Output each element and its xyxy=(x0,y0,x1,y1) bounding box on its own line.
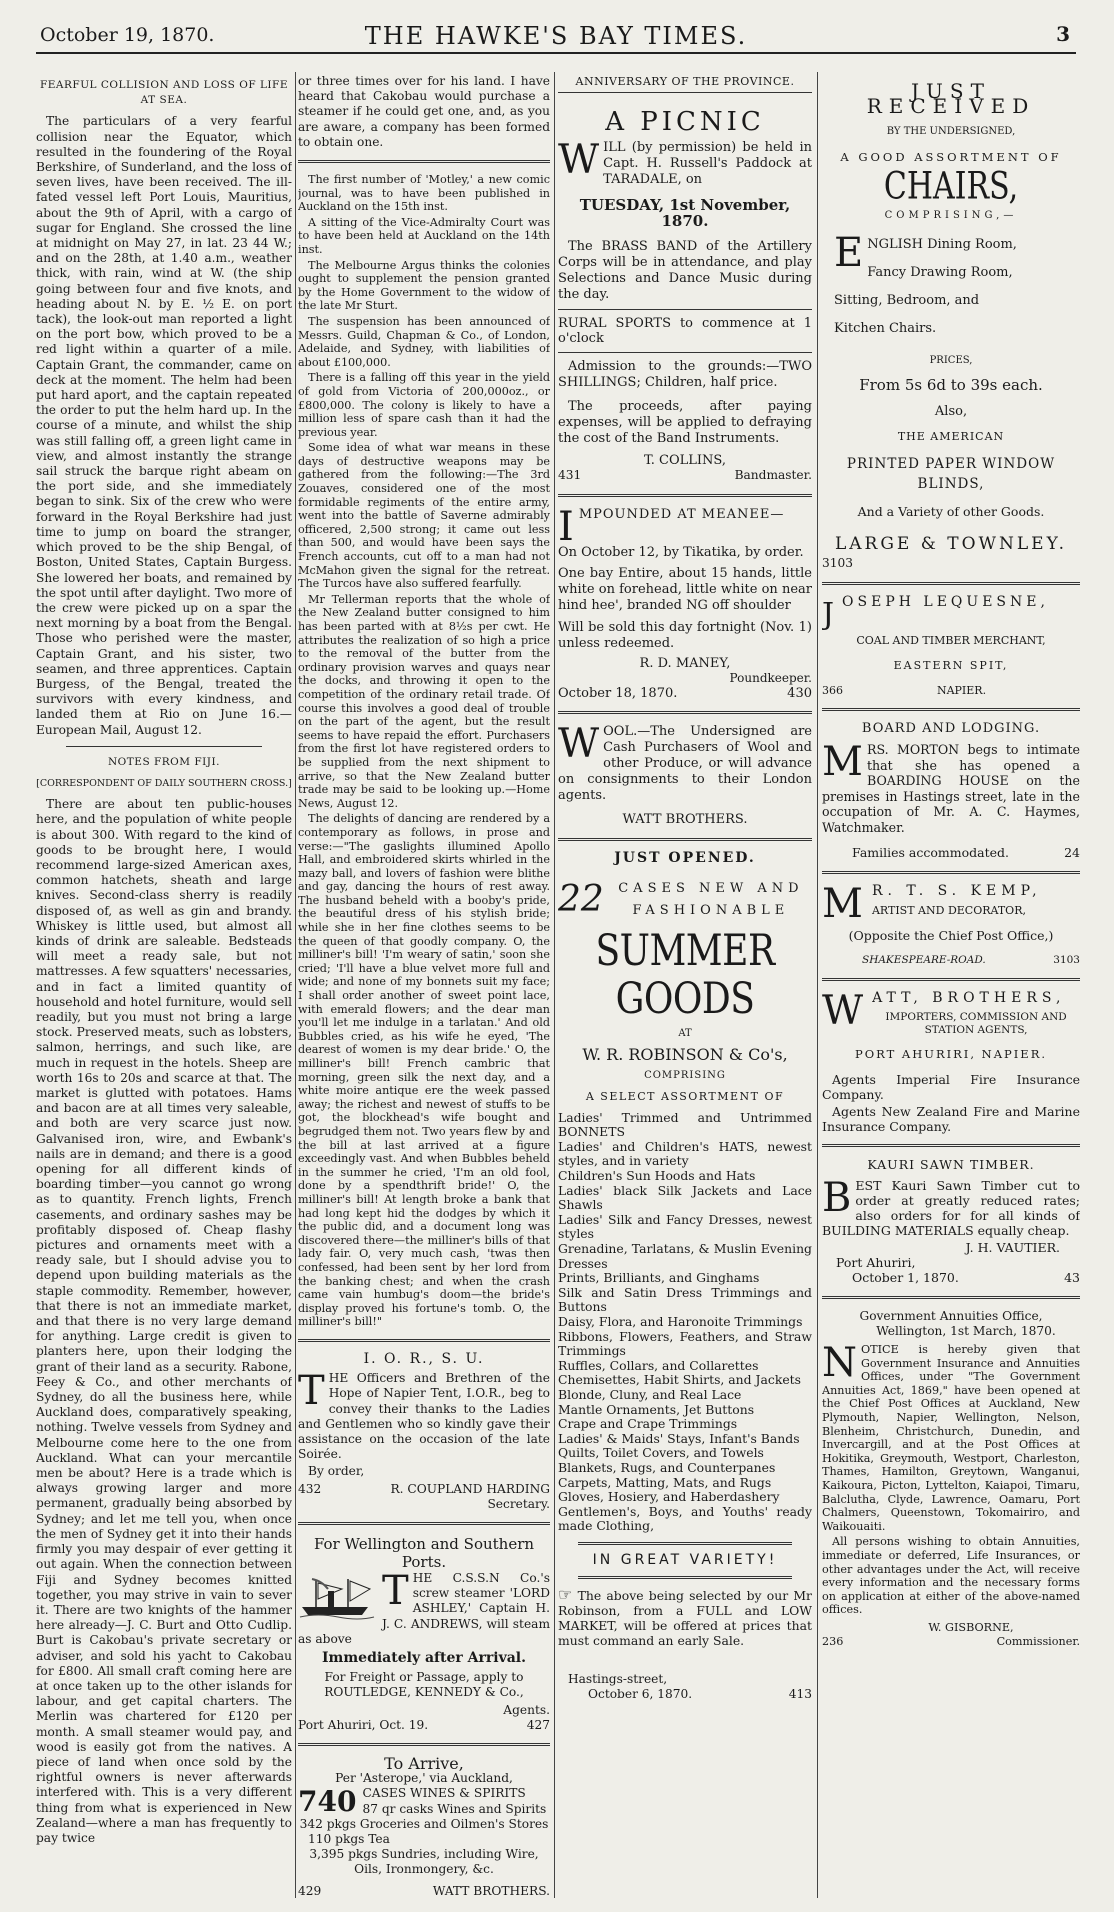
ad-signer: W. GISBORNE, xyxy=(928,1620,1014,1634)
ad-line: COMPRISING xyxy=(644,1070,726,1082)
drop-cap: W xyxy=(558,137,600,184)
ad-paragraph: Agents New Zealand Fire and Marine Insurance Company. xyxy=(822,1103,1080,1134)
ad-signer: WATT BROTHERS. xyxy=(432,1883,550,1898)
chair-item: Sitting, Bedroom, and xyxy=(834,293,980,309)
ad-line: Government Annuities Office, xyxy=(859,1308,1043,1323)
divider xyxy=(558,494,812,497)
ad-number: 3103 xyxy=(1053,954,1080,967)
goods-item: Daisy, Flora, and Haronoite Trimmings xyxy=(558,1313,803,1329)
divider xyxy=(298,1522,550,1525)
ad-heading: ATT, BROTHERS, xyxy=(872,990,1066,1007)
ad-dateline: October 18, 1870. xyxy=(558,686,678,702)
ad-line: For Freight or Passage, apply to ROUTLEDGE, KENNEDY & Co., xyxy=(324,1670,524,1700)
ad-signer-title: Bandmaster. xyxy=(734,468,812,483)
ad-dateline: Wellington, 1st March, 1870. xyxy=(876,1323,1056,1338)
ad-number: 24 xyxy=(1064,845,1080,861)
chair-item: Fancy Drawing Room, xyxy=(867,265,1013,281)
goods-item: Ladies' Silk and Fancy Dresses, newest styles xyxy=(558,1211,812,1242)
article-byline: [CORRESPONDENT OF DAILY SOUTHERN CROSS.] xyxy=(36,777,292,789)
ad-signer-title: Commissioner. xyxy=(996,1634,1080,1648)
newspaper-title: THE HAWKE'S BAY TIMES. xyxy=(364,22,748,50)
news-item: Mr Tellerman reports that the whole of the New Zealand butter consigned to him has been parted with at 8½s per cwt. He attributes the realization of so high a price to the removal of the butter from the ordinary provision warves and quays near the docks, and throwing it open to the competition of the ordinary retail trade. Of course this involves a good deal of trouble on the part of the agent, but the result seems to have repaid the effort. Purchasers from the first lot have registered orders to be supplied from the next shipment to arrive, so that the New Zealand butter trade may be said to be looking up.—Home News, August 12. xyxy=(298,592,550,810)
divider xyxy=(822,708,1080,711)
goods-item: Gloves, Hosiery, and Haberdashery xyxy=(558,1489,780,1505)
ad-heading: MPOUNDED AT MEANEE— xyxy=(578,506,785,522)
ad-line: CASES WINES & SPIRITS xyxy=(362,1786,526,1801)
ad-shipping xyxy=(298,1535,550,1733)
ad-line: NAPIER. xyxy=(936,684,987,698)
ad-number: 413 xyxy=(788,1687,812,1702)
news-item: The delights of dancing are rendered by a contemporary as follows, in prose and verse:—"The gaslights illumined Apollo Hall, and embroidered skirts whirled in the mazy ball, and lovers of fashion were blithe and gay, dancing the hours of rest away. The husband beheld with a booby's pride, the beautiful dress of his stylish bride; while she in her fine clothes seems to be the queen of that goodly company. O, the milliner's bill! 'I'm weary of satin,' soon she cried; 'I'll have a blue velvet more full and wide; and none of my bonnets suit my face; I shall order another of sweet point lace, with emerald flowers; and the dear man you'll let me indulge in a tarlatan.' And old Bubbles cried, as his wife he eyed, 'The dearest of women is my dear bride.' O, the milliner's bill! French cambric that morning, green silk the next day, and a white moire antique ere the week passed away; the richest and newest of stuffs to be got, the blockhead's wife bought and begrudged them not. Two years flew by and the bill at last arrived at a figure exceedingly vast. And when Bubbles beheld in the summer he cried, 'I'm an old fool, done by a spendthrift bride!' O, the milliner's bill! At length broke a bank that had long kept hid the dodges by which it the public did, and a document long was discovered there—the milliner's bills of that lady fair. O, very much cash, 'twas then confessed, had been sent by her lord from the banking chest; and when the crash came vain humbug's doom—the bride's display proved his fortune's tomb. O, the milliner's bill!" xyxy=(298,812,550,1329)
article-headline: FEARFUL COLLISION AND LOSS OF LIFE AT SEA. xyxy=(39,79,289,107)
goods-item: Prints, Brilliants, and Ginghams xyxy=(558,1270,760,1286)
drop-cap: B xyxy=(822,1175,852,1222)
ad-line: And a Variety of other Goods. xyxy=(857,504,1045,520)
ad-paragraph: The above being selected by our Mr Robinson, from a FULL and LOW MARKET, will be offered at prices that must command an early Sale. xyxy=(558,1588,812,1649)
column-rule xyxy=(817,72,818,1898)
ad-line: PRICES, xyxy=(929,355,973,367)
ad-body: HE C.S.S.N Co.'s screw steamer 'LORD ASHLEY,' Captain H. J. C. ANDREWS, will steam as above xyxy=(298,1570,550,1646)
goods-item: Mantle Ornaments, Jet Buttons xyxy=(558,1401,755,1417)
ad-line: Per 'Asterope,' via Auckland, xyxy=(335,1771,513,1786)
ad-body: EST Kauri Sawn Timber cut to order at greatly reduced rates; also orders for for all kinds of BUILDING MATERIALS equally cheap. xyxy=(822,1178,1080,1239)
issue-date: October 19, 1870. xyxy=(40,24,215,46)
ad-line: PRINTED PAPER WINDOW BLINDS, xyxy=(846,456,1056,493)
ad-number: 432 xyxy=(298,1481,322,1496)
ad-number: 427 xyxy=(526,1717,550,1732)
ad-line: THE AMERICAN xyxy=(897,429,1005,443)
ad-paragraph: The proceeds, after paying expenses, will be applied to defraying the cost of the Band Instruments. xyxy=(558,399,812,447)
news-item: The suspension has been announced of Messrs. Guild, Chapman & Co., of London, Adelaide, and Sydney, with liabilities of about £100,000. xyxy=(298,314,550,369)
goods-item: Crape and Crape Trimmings xyxy=(558,1416,738,1432)
goods-item: Grenadine, Tarlatans, & Muslin Evening Dresses xyxy=(558,1241,812,1271)
steamship-icon xyxy=(298,1575,376,1621)
goods-item: Gentlemen's, Boys, and Youths' ready made Clothing, xyxy=(558,1503,812,1534)
ad-heading: R. T. S. KEMP, xyxy=(871,882,1042,899)
ad-emphasis: Immediately after Arrival. xyxy=(321,1649,526,1666)
ad-signer: J. H. VAUTIER. xyxy=(965,1240,1060,1256)
ad-number: 366 xyxy=(822,684,843,698)
ad-body: OOL.—The Undersigned are Cash Purchasers of Wool and other Produce, or will advance on consignments to their London agents. xyxy=(558,724,812,804)
ad-big-number: 22 xyxy=(558,879,604,921)
ad-dateline: Hastings-street, xyxy=(568,1672,668,1687)
divider xyxy=(578,1542,792,1545)
goods-item: Chemisettes, Habit Shirts, and Jackets xyxy=(558,1372,802,1388)
goods-item: Ladies' & Maids' Stays, Infant's Bands xyxy=(558,1430,800,1446)
ad-heading: BOARD AND LODGING. xyxy=(861,721,1041,737)
ad-dateline: Port Ahuriri, xyxy=(836,1255,916,1271)
ad-heading: OSEPH LEQUESNE, xyxy=(842,593,1049,610)
ad-line: By order, xyxy=(308,1464,365,1479)
ad-line: FASHIONABLE xyxy=(632,902,790,918)
divider xyxy=(558,838,812,841)
ad-line: IMPORTERS, COMMISSION AND STATION AGENTS, xyxy=(885,1010,1067,1036)
ad-body: OTICE is hereby given that Government Insurance and Annuities Offices, under "The Government Annuities Act, 1869," have been opened at the Chief Post Offices at Auckland, New Plymouth, Napier, Wellington, Nelson, Blenheim, Christchurch, Dunedin, and Invercargill, and at the Post Offices at Hokitika, Greymouth, Westport, Charleston, Thames, Hamilton, Greytown, Wanganui, Kaikoura, Picton, Lyttelton, Kaiapoi, Timaru, Balclutha, Clyde, Lawrence, Oamaru, Port Chalmers, Queenstown, Tokomairiro, and Waikouaiti. xyxy=(822,1343,1080,1533)
pointing-hand-icon: ☞ xyxy=(558,1585,573,1605)
ad-banner: ANNIVERSARY OF THE PROVINCE. xyxy=(558,74,812,93)
column-3 xyxy=(558,74,812,1898)
ad-heading: I. O. R., S. U. xyxy=(363,1350,485,1367)
drop-cap: N xyxy=(822,1340,857,1387)
goods-item: Ladies' and Children's HATS, newest styles, and in variety xyxy=(558,1138,812,1169)
chair-item: Kitchen Chairs. xyxy=(834,321,937,337)
ad-line: A GOOD ASSORTMENT OF xyxy=(840,149,1062,164)
column-2 xyxy=(298,74,550,1898)
goods-item: Quilts, Toilet Covers, and Towels xyxy=(558,1445,764,1461)
ad-paragraph: One bay Entire, about 15 hands, little white on forehead, little white on near hind hee', branded NG off shoulder xyxy=(558,565,812,613)
ad-line: Families accommodated. xyxy=(852,845,1009,861)
column-rule xyxy=(295,72,296,1898)
ad-line: 342 pkgs Groceries and Oilmen's Stores xyxy=(299,1816,549,1831)
ad-dateline: Port Ahuriri, Oct. 19. xyxy=(298,1717,429,1732)
ad-signer: R. D. MANEY, xyxy=(639,655,731,671)
ad-display-heading: SUMMER GOODS xyxy=(595,926,775,1024)
drop-cap: T xyxy=(382,1567,409,1614)
masthead xyxy=(36,18,1076,54)
ad-heading: To Arrive, xyxy=(384,1753,464,1773)
chair-item: NGLISH Dining Room, xyxy=(867,237,1017,253)
divider xyxy=(822,1144,1080,1147)
drop-cap: T xyxy=(298,1368,325,1415)
ad-paragraph: The BRASS BAND of the Artillery Corps will be in attendance, and play Selections and Dance Music during the day. xyxy=(558,238,812,302)
drop-cap: W xyxy=(822,988,869,1035)
news-item: The first number of 'Motley,' a new comic journal, was to have been published in Auckland on the 15th inst. xyxy=(298,173,550,214)
ad-line: BY THE UNDERSIGNED, xyxy=(886,126,1016,138)
ad-line: COAL AND TIMBER MERCHANT, xyxy=(856,633,1046,647)
column-rule xyxy=(554,72,555,1898)
ad-line: 110 pkgs Tea xyxy=(308,1831,390,1846)
goods-item: Ruffles, Collars, and Collarettes xyxy=(558,1357,759,1373)
ad-heading: JUST RECEIVED xyxy=(866,79,1036,119)
goods-item: Blankets, Rugs, and Counterpanes xyxy=(558,1459,776,1475)
ad-line: SHAKESPEARE-ROAD. xyxy=(862,954,986,967)
ad-paragraph: All persons wishing to obtain Annuities, immediate or deferred, Life Insurances, or other advantages under the Act, will receive every information and the necessary forms on application at either of the above-named offices. xyxy=(822,1535,1080,1617)
divider xyxy=(66,746,262,747)
ad-line: 3,395 pkgs Sundries, including Wire, Oils, Ironmongery, &c. xyxy=(309,1847,539,1877)
ad-line: ARTIST AND DECORATOR, xyxy=(871,903,1026,917)
ad-line: EASTERN SPIT, xyxy=(893,658,1009,672)
ad-signer-title: Secretary. xyxy=(487,1496,550,1511)
ad-number: 429 xyxy=(298,1883,322,1898)
ad-dateline: October 6, 1870. xyxy=(588,1687,693,1702)
ad-number: 236 xyxy=(822,1634,844,1648)
goods-item: Carpets, Matting, Mats, and Rugs xyxy=(558,1474,772,1490)
divider xyxy=(822,978,1080,981)
goods-item: Ladies' black Silk Jackets and Lace Shawls xyxy=(558,1182,812,1213)
goods-list xyxy=(558,1111,812,1534)
drop-cap: J xyxy=(822,596,839,632)
ad-line: AT xyxy=(678,1027,692,1039)
ad-number: 3103 xyxy=(822,556,854,571)
goods-item: Ribbons, Flowers, Feathers, and Straw Trimmings xyxy=(558,1328,812,1359)
news-item: A sitting of the Vice-Admiralty Court was to have been held at Auckland on the 14th inst. xyxy=(298,215,550,256)
ad-paragraph: RURAL SPORTS to commence at 1 o'clock xyxy=(558,315,812,347)
column-1 xyxy=(36,74,292,1898)
drop-cap: M xyxy=(822,880,868,927)
news-item: There is a falling off this year in the yield of gold from Victoria of 200,000oz., or £800,000. The colony is likely to have a million less of spare cash than it had the previous year. xyxy=(298,371,550,439)
ad-heading: KAURI SAWN TIMBER. xyxy=(867,1156,1035,1172)
article-paragraph: or three times over for his land. I have heard that Cakobau would purchase a steamer if he could get one, and, as you are aware, a company has been formed to obtain one. xyxy=(298,74,550,149)
divider xyxy=(578,1576,792,1579)
ad-line: COMPRISING,— xyxy=(884,210,1018,222)
goods-item: Ladies' Trimmed and Untrimmed BONNETS xyxy=(558,1109,812,1140)
ad-body: ILL (by permission) be held in Capt. H. Russell's Paddock at TARADALE, on xyxy=(603,140,812,188)
divider xyxy=(558,309,812,310)
ad-line: Also, xyxy=(934,403,968,419)
ad-ior xyxy=(298,1352,550,1512)
ad-firm: W. R. ROBINSON & Co's, xyxy=(582,1045,788,1065)
ad-emphasis: IN GREAT VARIETY! xyxy=(592,1551,778,1568)
ad-signer-title: Poundkeeper. xyxy=(729,671,812,686)
ad-emphasis: TUESDAY, 1st November, 1870. xyxy=(579,196,791,230)
drop-cap: I xyxy=(558,503,575,550)
ad-line: PORT AHURIRI, NAPIER. xyxy=(854,1046,1048,1061)
divider xyxy=(298,1743,550,1746)
ad-big-number: 740 xyxy=(298,1784,357,1818)
page-number: 3 xyxy=(1056,22,1070,46)
ad-line: A SELECT ASSORTMENT OF xyxy=(585,1090,785,1104)
ad-paragraph: Agents Imperial Fire Insurance Company. xyxy=(822,1071,1080,1102)
ad-dateline: October 1, 1870. xyxy=(852,1270,959,1286)
goods-item: Silk and Satin Dress Trimmings and Buttons xyxy=(558,1284,812,1315)
drop-cap: M xyxy=(822,739,863,786)
ad-line: On October 12, by Tikatika, by order. xyxy=(558,544,804,560)
ad-heading: A PICNIC xyxy=(605,107,765,138)
divider xyxy=(822,1296,1080,1299)
ad-line: Agents. xyxy=(503,1702,550,1717)
ad-number: 43 xyxy=(1064,1270,1080,1286)
divider xyxy=(822,871,1080,874)
ad-body: RS. MORTON begs to intimate that she has opened a BOARDING HOUSE on the premises in Hastings street, late in the occupation of Mr. A. C. Haymes, Watchmaker. xyxy=(822,742,1080,835)
ad-banner: JUST OPENED. xyxy=(614,849,756,866)
ad-display-heading: CHAIRS, xyxy=(883,164,1019,209)
divider xyxy=(558,352,812,353)
ad-body: HE Officers and Brethren of the Hope of Napier Tent, I.O.R., beg to convey their thanks to the Ladies and Gentlemen who so kindly gave their assistance on the occasion of the late Soirée. xyxy=(298,1371,550,1462)
ad-number: 431 xyxy=(558,468,582,483)
drop-cap: E xyxy=(834,230,864,277)
ad-price: From 5s 6d to 39s each. xyxy=(859,376,1043,395)
ad-heading: For Wellington and Southern Ports. xyxy=(313,1534,535,1571)
article-headline: NOTES FROM FIJI. xyxy=(107,755,220,768)
ad-signer: WATT BROTHERS. xyxy=(622,812,748,828)
ad-line: 87 qr casks Wines and Spirits xyxy=(362,1801,547,1816)
column-4 xyxy=(822,74,1080,1898)
news-item: Some idea of what war means in these days of destructive weapons may be gathered from the following:—The 3rd Zouaves, considered one of the most formidable regiments of the entire army, went into the battle of Saverne admirably officered, 2,500 strong; it came out less than 500, and would have been says the French accounts, cut off to a man had not McMahon given the signal for the retreat. The Turcos have also suffered fearfully. xyxy=(298,441,550,591)
ad-paragraph: Will be sold this day fortnight (Nov. 1) unless redeemed. xyxy=(558,619,812,651)
divider xyxy=(822,582,1080,585)
article-paragraph: There are about ten public-houses here, and the population of white people is about 300. With regard to the kind of goods to be brought here, I would recommend large-sized American axes, common hatchets, sheath and large knives. Second-class sherry is readily disposed of, as well as gin and brandy. Whiskey is little used, but almost all kinds of drink are saleable. Bedsteads will meet a ready sale, but not mattresses. A few squatters' necessaries, and in fact a limited quantity of household and hotel furniture, would sell readily, but you must not bring a large stock. Preserved meats, such as lobsters, salmon, herrings, and such like, are much in request in the hotels. Sheep are worth 16s to 20s and scarce at that. The market is glutted with potatoes. Hams and bacon are at all times very saleable, and both are very scarce just now. Galvanised iron, wire, and Ewbank's nails are in demand; and there is a good opening for all different kinds of boarding timber—you cannot go wrong as to quantity. French lights, French casements, and ordinary sashes may be profitably disposed of. Cheap flashy pictures and ornaments meet with a ready sale, but I should advise you to depend upon building materials as the staple commodity. Remember, however, that there is not an immediate market, and that there is no very large demand for anything. Large credit is given to planters here, upon their lodging the grant of their land as a security. Rabone, Feey & Co., and other merchants of Sydney, do all the business here, while Auckland does, comparatively speaking, nothing. Twelve vessels from Sydney and Melbourne come here to the one from Auckland. What can your mercantile men be about? Here is a trade which is always growing larger and more permanent, gradually being absorbed by Sydney; and let me tell you, when once the men of Sydney get it into their hands firmly you may despair of ever getting it out again. When the connection between Fiji and Sydney becomes knitted together, you may strive in vain to sever it. There are two knights of the hammer here already—J. C. Burt and Otto Cudlip. Burt is Cakobau's private secretary or adviser, and sold his yacht to Cakobau for £800. All small craft coming here are at once taken up to the other islands for labour, and get capital charters. The Merlin was chartered for £120 per month. A small steamer would pay, and wood is easily got from the natives. A piece of land when once sold by the rightful owners is never afterwards interfered with. This is a very different thing from what is experienced in New Zealand—where a man has frequently to pay twice xyxy=(36,797,292,1845)
goods-item: Blonde, Cluny, and Real Lace xyxy=(558,1386,742,1402)
divider xyxy=(298,160,550,163)
ad-line: (Opposite the Chief Post Office,) xyxy=(848,928,1054,944)
ad-signer: R. COUPLAND HARDING xyxy=(390,1481,550,1496)
news-item: The Melbourne Argus thinks the colonies ought to supplement the pension granted by the Home Government to the widow of the late Mr Sturt. xyxy=(298,258,550,313)
drop-cap: W xyxy=(558,721,600,768)
ad-firm: LARGE & TOWNLEY. xyxy=(834,534,1068,555)
ad-signer: T. COLLINS, xyxy=(644,453,726,469)
ad-to-arrive xyxy=(298,1753,550,1898)
goods-item: Children's Sun Hoods and Hats xyxy=(558,1168,756,1184)
ad-line: CASES NEW AND xyxy=(618,880,804,896)
ad-paragraph: Admission to the grounds:—TWO SHILLINGS; Children, half price. xyxy=(558,359,812,391)
article-paragraph: The particulars of a very fearful collision near the Equator, which resulted in the foundering of the Royal Berkshire, of Sunderland, and the loss of seven lives, have been received. The ill-fated vessel left Port Louis, Mauritius, about the 9th of April, with a cargo of sugar for England. She crossed the line at midnight on May 27, in lat. 23 44 W.; and on the 28th, at 1.40 a.m., weather thick, with rain, wind at W. (the ship going between four and five knots, and heading about N. by E. ½ E. on port tack), the look-out man reported a light on the port bow, which proved to be a red light within a quarter of a mile. Captain Grant, the commander, came on deck at the moment. The helm had been put hard aport, and the captain repeated the order to put the helm hard up. In the course of a minute, and whilst the ship was still falling off, a green light came in view, and almost instantly the strange sail struck the barque right abeam on the port side, and she immediately began to sink. Six of the crew who were forward in the Royal Berkshire had just time to jump on board the stranger, which proved to be the ship Bengal, of Boston, United States, Captain Burgess. She lowered her boats, and remained by the spot until after daylight. Two more of the crew were picked up on a spar the next morning by a boat from the Bengal. Those who perished were the master, Captain Grant, and his sister, two seamen, and three apprentices. Captain Burgess, of the Bengal, treated the survivors with every kindness, and landed them at Rio on June 16.—European Mail, August 12. xyxy=(36,114,292,737)
divider xyxy=(558,711,812,714)
divider xyxy=(298,1339,550,1342)
ad-number: 430 xyxy=(787,686,812,702)
